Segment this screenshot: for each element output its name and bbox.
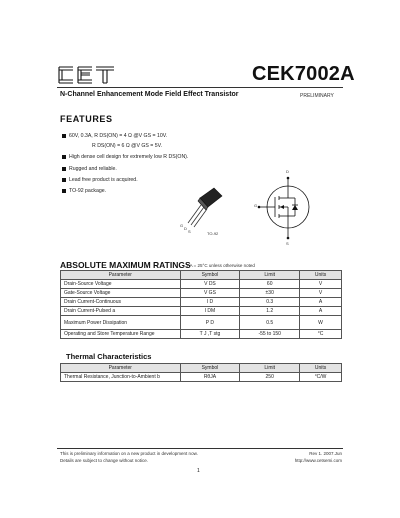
cell-unit: A: [300, 307, 342, 316]
cell-unit: V: [300, 280, 342, 289]
status-label: PRELIMINARY: [300, 93, 334, 99]
footer-revision: Rev 1. 2007.Jun: [309, 451, 342, 456]
symbol-gate-label: G: [254, 203, 258, 208]
feature-text: TO-92 package.: [69, 188, 107, 194]
symbol-source-label: S: [286, 241, 289, 246]
col-limit: Limit: [240, 364, 300, 373]
footer-rule: [57, 448, 343, 449]
table-row: [61, 330, 342, 339]
pin-label-g: G: [180, 223, 184, 228]
table-row: [61, 316, 342, 330]
footer-note-1: This is preliminary information on a new product in development now.: [60, 451, 198, 456]
feature-text: Lead free product is acquired.: [69, 177, 138, 183]
cell-symbol: P D: [180, 316, 240, 330]
pin-label-s: S: [188, 229, 191, 234]
table-row: [61, 280, 342, 289]
footer-url[interactable]: http://www.cetsemi.com: [294, 458, 342, 463]
footer-note-2: Details are subject to change without notice.: [60, 458, 149, 463]
bullet-icon: [62, 178, 66, 182]
mosfet-symbol-icon: [255, 172, 325, 246]
device-subtitle: N-Channel Enhancement Mode Field Effect Transistor: [60, 91, 239, 98]
bullet-icon: [62, 134, 66, 138]
cell-limit: 0.5: [240, 316, 300, 330]
ratings-heading: ABSOLUTE MAXIMUM RATINGS: [60, 260, 191, 270]
cet-logo: [57, 64, 117, 86]
thermal-table: [60, 363, 342, 382]
package-label: TO-92: [207, 231, 219, 236]
cell-symbol: RθJA: [180, 373, 240, 382]
cell-parameter: Gate-Source Voltage: [61, 289, 181, 298]
bullet-icon: [62, 167, 66, 171]
cell-symbol: I D: [180, 298, 240, 307]
cell-unit: A: [300, 298, 342, 307]
feature-item: [62, 133, 167, 139]
cell-symbol: T J ,T stg: [180, 330, 240, 339]
cell-unit: °C/W: [300, 373, 342, 382]
part-number: CEK7002A: [252, 63, 355, 85]
cell-parameter: Operating and Store Temperature Range: [61, 330, 181, 339]
feature-text: Rugged and reliable.: [69, 166, 117, 172]
col-parameter: Parameter: [61, 364, 181, 373]
table-row: [61, 307, 342, 316]
cell-parameter: Drain-Source Voltage: [61, 280, 181, 289]
header-rule: [57, 87, 343, 88]
features-heading: FEATURES: [60, 114, 113, 124]
cell-limit: 0.3: [240, 298, 300, 307]
cell-symbol: V GS: [180, 289, 240, 298]
table-row: [61, 289, 342, 298]
feature-text: 60V, 0.3A, R DS(ON) = 4 Ω @V GS = 10V.: [69, 133, 168, 139]
ratings-note: T A = 25°C unless otherwise noted: [186, 263, 255, 268]
col-limit: Limit: [240, 271, 300, 280]
ratings-table: [60, 270, 342, 339]
cell-parameter: Drain Current-Continuous: [61, 298, 181, 307]
table-row: [61, 298, 342, 307]
col-parameter: Parameter: [61, 271, 181, 280]
cell-limit: 1.2: [240, 307, 300, 316]
bullet-icon: [62, 155, 66, 159]
table-header-row: [61, 364, 342, 373]
feature-item: [62, 166, 117, 172]
cell-parameter: Drain Current-Pulsed a: [61, 307, 181, 316]
cell-unit: V: [300, 289, 342, 298]
feature-text: High dense cell design for extremely low R DS(ON).: [69, 154, 189, 160]
feature-item: [62, 188, 106, 194]
cell-limit: -55 to 150: [240, 330, 300, 339]
cell-unit: °C: [300, 330, 342, 339]
col-units: Units: [300, 364, 342, 373]
feature-item-continuation: R DS(ON) = 6 Ω @V GS = 5V.: [92, 143, 163, 149]
cell-symbol: I DM: [180, 307, 240, 316]
cell-symbol: V DS: [180, 280, 240, 289]
feature-item: [62, 177, 138, 183]
col-units: Units: [300, 271, 342, 280]
col-symbol: Symbol: [180, 364, 240, 373]
cell-parameter: Maximum Power Dissipation: [61, 316, 181, 330]
table-row: [61, 373, 342, 382]
symbol-drain-label: D: [286, 169, 289, 174]
to92-package-icon: [170, 180, 240, 242]
col-symbol: Symbol: [180, 271, 240, 280]
thermal-heading: Thermal Characteristics: [66, 352, 152, 361]
pin-label-d: D: [184, 226, 187, 231]
cell-limit: ±30: [240, 289, 300, 298]
cell-unit: W: [300, 316, 342, 330]
cell-limit: 250: [240, 373, 300, 382]
page-number: 1: [197, 468, 200, 474]
cell-parameter: Thermal Resistance, Junction-to-Ambient b: [61, 373, 181, 382]
table-header-row: [61, 271, 342, 280]
bullet-icon: [62, 189, 66, 193]
feature-item: [62, 154, 188, 160]
cell-limit: 60: [240, 280, 300, 289]
